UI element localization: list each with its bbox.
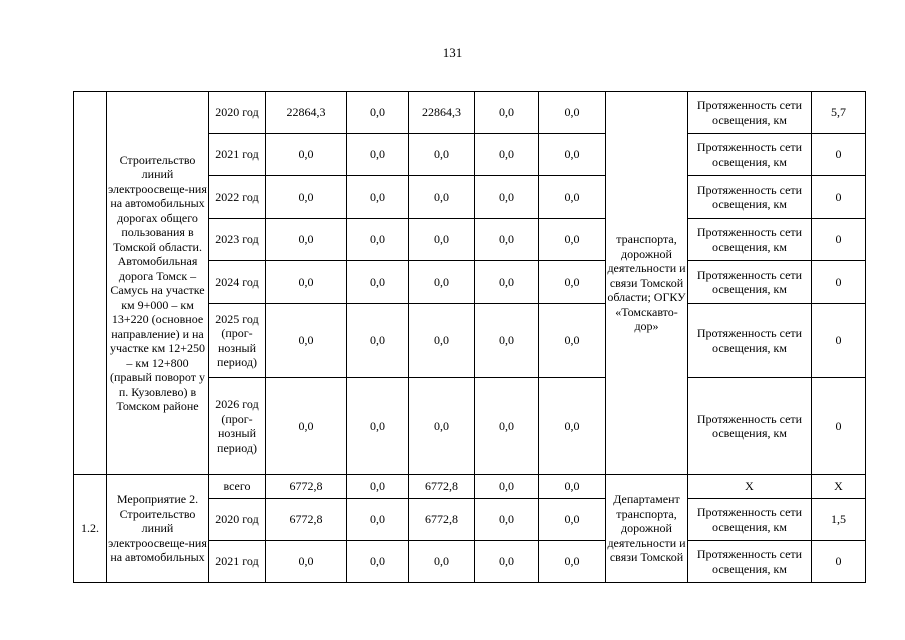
- value-cell: 0,0: [475, 499, 539, 541]
- value-cell: 6772,8: [409, 475, 475, 499]
- value-cell: 0,0: [266, 541, 347, 583]
- value-cell: 0,0: [409, 378, 475, 475]
- value-cell: 0,0: [347, 378, 409, 475]
- value-cell: 0,0: [347, 92, 409, 134]
- activity-name: Строительство линий электроосвеще-ния на автомобильных дорогах общего пользования в Томской области. Автомобильная дорога Томск – Самусь на участке км 9+000 – км 13+220 (основное направление) и на участке км 12+250 – км 12+800 (правый поворот у п. Кузовлево) в Томском районе: [107, 92, 209, 475]
- indicator-cell: Х: [688, 475, 812, 499]
- program-table: [73, 91, 866, 583]
- value-cell: 0,0: [409, 304, 475, 378]
- year-cell: 2021 год: [209, 134, 266, 176]
- activity-name: Мероприятие 2. Строительство линий электроосвеще-ния на автомобильных: [107, 475, 209, 583]
- year-cell: всего: [209, 475, 266, 499]
- value-cell: 0,0: [475, 134, 539, 176]
- value-cell: 0,0: [266, 219, 347, 261]
- table-row: [74, 92, 866, 134]
- value-cell: 22864,3: [409, 92, 475, 134]
- value-cell: 0,0: [475, 475, 539, 499]
- value-cell: 0,0: [409, 134, 475, 176]
- value-cell: 0,0: [539, 176, 606, 219]
- indicator-cell: Протяженность сети освещения, км: [688, 92, 812, 134]
- value-cell: 0,0: [539, 475, 606, 499]
- indicator-cell: Протяженность сети освещения, км: [688, 499, 812, 541]
- year-cell: 2021 год: [209, 541, 266, 583]
- indicator-value: 0: [812, 176, 866, 219]
- value-cell: 0,0: [475, 92, 539, 134]
- value-cell: 0,0: [475, 219, 539, 261]
- year-cell: 2024 год: [209, 261, 266, 304]
- value-cell: 0,0: [409, 261, 475, 304]
- indicator-value: 0: [812, 378, 866, 475]
- value-cell: 0,0: [347, 134, 409, 176]
- value-cell: 0,0: [539, 378, 606, 475]
- executor-cell: транспорта, дорожной деятельности и связи Томской области; ОГКУ «Томскавто-дор»: [606, 92, 688, 475]
- year-cell: 2022 год: [209, 176, 266, 219]
- value-cell: 0,0: [409, 219, 475, 261]
- value-cell: 0,0: [347, 304, 409, 378]
- value-cell: 6772,8: [266, 475, 347, 499]
- indicator-cell: Протяженность сети освещения, км: [688, 219, 812, 261]
- executor-cell: Департамент транспорта, дорожной деятельности и связи Томской: [606, 475, 688, 583]
- indicator-value: 0: [812, 261, 866, 304]
- indicator-value: 0: [812, 219, 866, 261]
- year-cell: 2020 год: [209, 499, 266, 541]
- value-cell: 0,0: [539, 541, 606, 583]
- value-cell: 0,0: [266, 134, 347, 176]
- value-cell: 0,0: [539, 219, 606, 261]
- row-number: 1.2.: [74, 475, 107, 583]
- indicator-cell: Протяженность сети освещения, км: [688, 261, 812, 304]
- value-cell: 0,0: [266, 176, 347, 219]
- indicator-cell: Протяженность сети освещения, км: [688, 134, 812, 176]
- value-cell: 0,0: [409, 541, 475, 583]
- value-cell: 0,0: [347, 219, 409, 261]
- value-cell: 0,0: [347, 499, 409, 541]
- indicator-value: 0: [812, 541, 866, 583]
- value-cell: 0,0: [539, 134, 606, 176]
- value-cell: 0,0: [347, 475, 409, 499]
- value-cell: 0,0: [475, 378, 539, 475]
- indicator-value: 5,7: [812, 92, 866, 134]
- indicator-cell: Протяженность сети освещения, км: [688, 378, 812, 475]
- value-cell: 6772,8: [266, 499, 347, 541]
- value-cell: 0,0: [475, 261, 539, 304]
- value-cell: 0,0: [539, 92, 606, 134]
- value-cell: 0,0: [539, 261, 606, 304]
- indicator-value: 0: [812, 304, 866, 378]
- value-cell: 0,0: [409, 176, 475, 219]
- value-cell: 22864,3: [266, 92, 347, 134]
- value-cell: 0,0: [539, 499, 606, 541]
- value-cell: 0,0: [266, 261, 347, 304]
- year-cell: 2023 год: [209, 219, 266, 261]
- year-cell: 2025 год (прог-нозный период): [209, 304, 266, 378]
- value-cell: 0,0: [347, 261, 409, 304]
- indicator-cell: Протяженность сети освещения, км: [688, 176, 812, 219]
- value-cell: 0,0: [266, 378, 347, 475]
- value-cell: 0,0: [266, 304, 347, 378]
- value-cell: 0,0: [475, 304, 539, 378]
- indicator-value: 1,5: [812, 499, 866, 541]
- row-number: [74, 92, 107, 475]
- value-cell: 0,0: [475, 176, 539, 219]
- indicator-cell: Протяженность сети освещения, км: [688, 304, 812, 378]
- value-cell: 6772,8: [409, 499, 475, 541]
- value-cell: 0,0: [347, 176, 409, 219]
- year-cell: 2020 год: [209, 92, 266, 134]
- indicator-cell: Протяженность сети освещения, км: [688, 541, 812, 583]
- value-cell: 0,0: [347, 541, 409, 583]
- page-number: 131: [442, 45, 463, 60]
- indicator-value: 0: [812, 134, 866, 176]
- value-cell: 0,0: [539, 304, 606, 378]
- indicator-value: Х: [812, 475, 866, 499]
- year-cell: 2026 год (прог-нозный период): [209, 378, 266, 475]
- table-row: [74, 475, 866, 499]
- value-cell: 0,0: [475, 541, 539, 583]
